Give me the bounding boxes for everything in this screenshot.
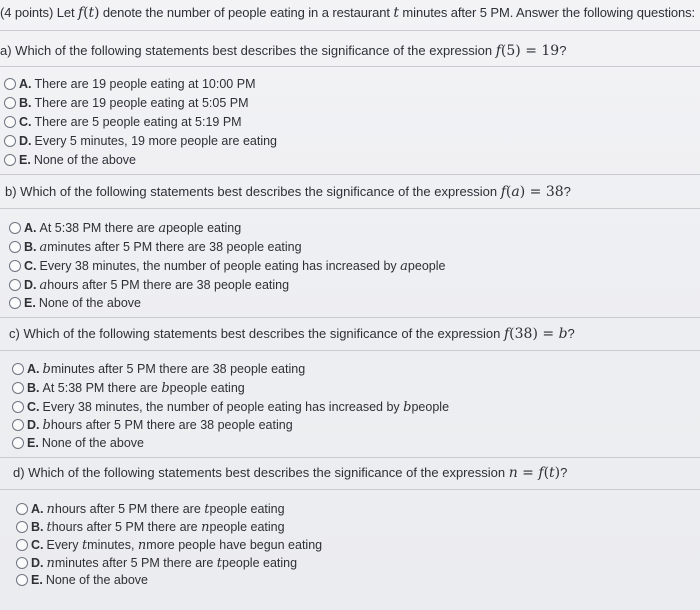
radio-button[interactable] bbox=[4, 135, 16, 147]
question-d-option-c[interactable]: C. Every t minutes, n more people have begun eating bbox=[16, 536, 322, 554]
radio-button[interactable] bbox=[9, 297, 21, 309]
question-c-option-c[interactable]: C. Every 38 minutes, the number of people eating has increased by b people bbox=[12, 398, 449, 416]
problem-statement: (4 points) Let f(t) denote the number of people eating in a restaurant t minutes after 5 PM. Answer the following questions: bbox=[0, 5, 696, 21]
question-d-option-d[interactable]: D. n minutes after 5 PM there are t people eating bbox=[16, 554, 297, 572]
radio-button[interactable] bbox=[16, 539, 28, 551]
radio-button[interactable] bbox=[9, 279, 21, 291]
radio-button[interactable] bbox=[4, 154, 16, 166]
points-label: (4 points) bbox=[0, 5, 54, 20]
function-f-of-t: f(t) bbox=[78, 5, 100, 21]
question-c-prompt: c) Which of the following statements best describes the significance of the expression f(38) = b? bbox=[9, 326, 575, 342]
question-c-option-d[interactable]: D. b hours after 5 PM there are 38 people eating bbox=[12, 416, 293, 434]
question-a-prompt: a) Which of the following statements best describes the significance of the expression f(5) = 19? bbox=[0, 43, 567, 59]
question-d-option-a[interactable]: A. n hours after 5 PM there are t people eating bbox=[16, 500, 285, 518]
question-d-divider bbox=[0, 489, 700, 490]
question-b-bottom-divider bbox=[0, 317, 700, 318]
question-a-divider bbox=[0, 66, 700, 67]
question-c-bottom-divider bbox=[0, 457, 700, 458]
radio-button[interactable] bbox=[12, 401, 24, 413]
question-a-option-b[interactable]: B. There are 19 people eating at 5:05 PM bbox=[4, 94, 249, 112]
radio-button[interactable] bbox=[16, 574, 28, 586]
radio-button[interactable] bbox=[12, 419, 24, 431]
question-a-bottom-divider bbox=[0, 174, 700, 175]
radio-button[interactable] bbox=[12, 382, 24, 394]
question-c-option-b[interactable]: B. At 5:38 PM there are b people eating bbox=[12, 379, 245, 397]
question-a-option-a[interactable]: A. There are 19 people eating at 10:00 PM bbox=[4, 75, 255, 93]
question-c-option-e[interactable]: E. None of the above bbox=[12, 434, 144, 452]
header-divider bbox=[0, 30, 700, 31]
radio-button[interactable] bbox=[16, 503, 28, 515]
radio-button[interactable] bbox=[16, 521, 28, 533]
radio-button[interactable] bbox=[9, 241, 21, 253]
radio-button[interactable] bbox=[4, 97, 16, 109]
question-c-option-a[interactable]: A. b minutes after 5 PM there are 38 people eating bbox=[12, 360, 305, 378]
question-b-prompt: b) Which of the following statements best describes the significance of the expression f(a) = 38? bbox=[5, 184, 571, 200]
question-a-option-e[interactable]: E. None of the above bbox=[4, 151, 136, 169]
radio-button[interactable] bbox=[9, 260, 21, 272]
radio-button[interactable] bbox=[12, 437, 24, 449]
question-a-option-c[interactable]: C. There are 5 people eating at 5:19 PM bbox=[4, 113, 242, 131]
question-b-option-c[interactable]: C. Every 38 minutes, the number of people eating has increased by a people bbox=[9, 257, 445, 275]
question-b-option-d[interactable]: D. a hours after 5 PM there are 38 people eating bbox=[9, 276, 289, 294]
radio-button[interactable] bbox=[12, 363, 24, 375]
radio-button[interactable] bbox=[9, 222, 21, 234]
question-c-divider bbox=[0, 350, 700, 351]
radio-button[interactable] bbox=[4, 116, 16, 128]
question-b-option-b[interactable]: B. a minutes after 5 PM there are 38 people eating bbox=[9, 238, 302, 256]
question-d-option-e[interactable]: E. None of the above bbox=[16, 571, 148, 589]
question-b-option-e[interactable]: E. None of the above bbox=[9, 294, 141, 312]
question-a-option-d[interactable]: D. Every 5 minutes, 19 more people are eating bbox=[4, 132, 277, 150]
question-d-option-b[interactable]: B. t hours after 5 PM there are n people eating bbox=[16, 518, 285, 536]
radio-button[interactable] bbox=[16, 557, 28, 569]
radio-button[interactable] bbox=[4, 78, 16, 90]
question-d-prompt: d) Which of the following statements best describes the significance of the expression n = f(t)? bbox=[13, 465, 568, 481]
question-b-option-a[interactable]: A. At 5:38 PM there are a people eating bbox=[9, 219, 241, 237]
question-b-divider bbox=[0, 208, 700, 209]
